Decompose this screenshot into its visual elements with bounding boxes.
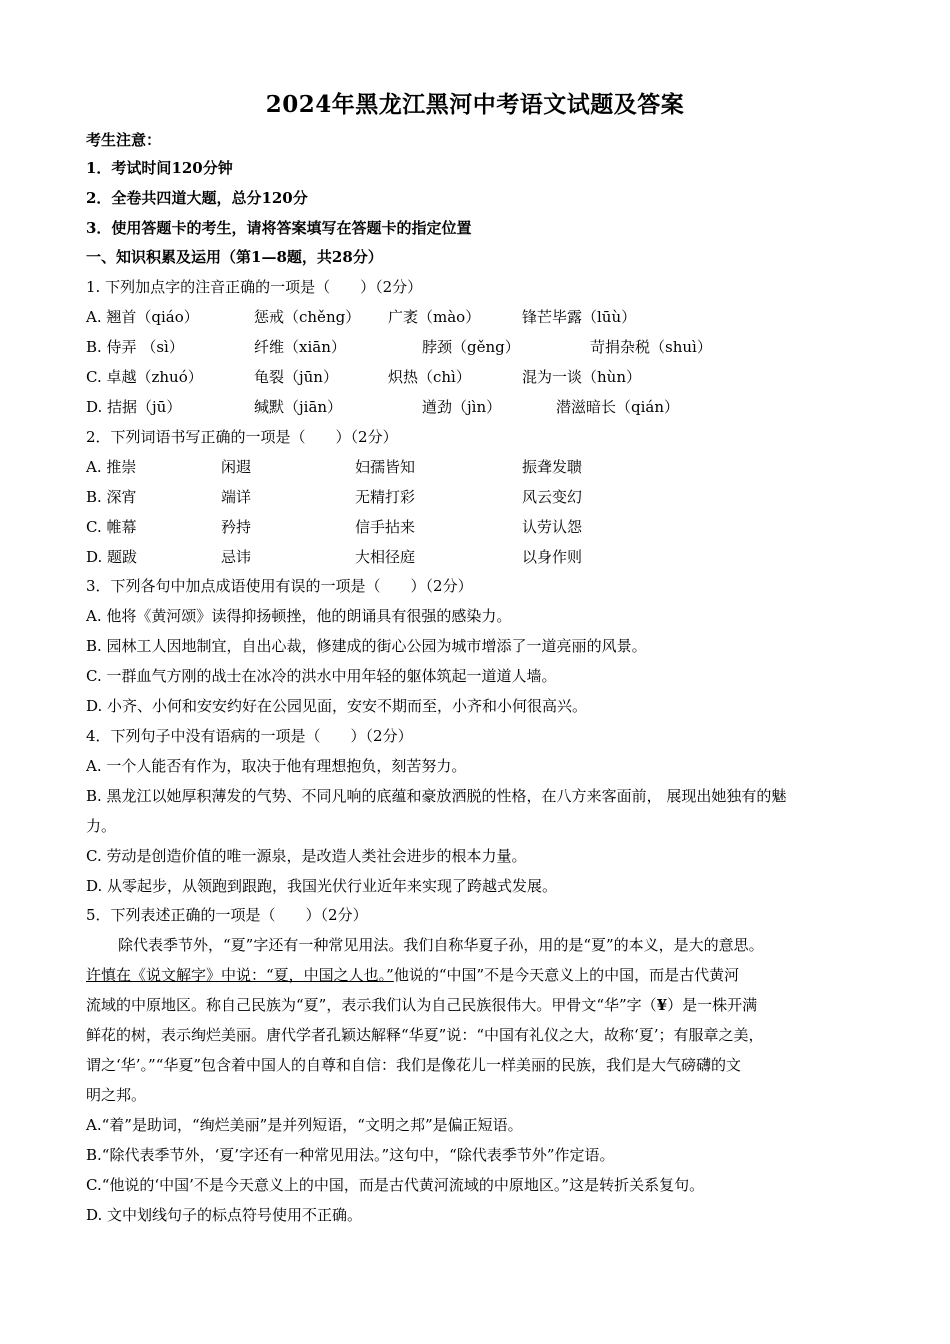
question-stem: 2．下列词语书写正确的一项是（ ）（2分）: [86, 428, 398, 446]
option-item: 苛捐杂税（shuì）: [590, 338, 712, 356]
option-c: C. 一群血气方刚的战士在冰冷的洪水中用年轻的躯体筑起一道道人墙。: [86, 667, 557, 685]
passage-text: 他说的“中国”不是今天意义上的中国，而是古代黄河: [393, 966, 740, 984]
passage-line: 除代表季节外，“夏”字还有一种常见用法。我们自称华夏子孙，用的是“夏”的本义，是大的意思。: [118, 936, 764, 954]
option-c: C. 帷幕: [86, 518, 137, 536]
notice-item: 1．考试时间120分钟: [86, 159, 233, 177]
option-item: 锋芒毕露（lūù）: [522, 308, 637, 326]
option-item: 纤维（xiān）: [254, 338, 346, 356]
option-a: A. 翘首（qiáo）: [86, 308, 199, 326]
notice-item: 3．使用答题卡的考生，请将答案填写在答题卡的指定位置: [86, 219, 472, 237]
option-item: 龟裂（jūn）: [254, 368, 338, 386]
underlined-sentence: 许慎在《说文解字》中说：“夏，中国之人也。”: [86, 966, 394, 984]
option-item: 信手拈来: [355, 518, 416, 536]
option-c: C. 劳动是创造价值的唯一源泉，是改造人类社会进步的根本力量。: [86, 847, 527, 865]
question-stem: 4．下列句子中没有语病的一项是（ ）（2分）: [86, 727, 413, 745]
passage-line: 明之邦。: [86, 1086, 147, 1104]
option-item: 矜持: [221, 518, 252, 536]
option-b: B. 黑龙江以她厚积薄发的气势、不同凡响的底蕴和豪放洒脱的性格，在八方来客面前， 展现出她独有的魅: [86, 787, 787, 805]
passage-text: ）是一株开满: [667, 996, 758, 1014]
question-stem: 3．下列各句中加点成语使用有误的一项是（ ）（2分）: [86, 577, 473, 595]
page-title: 2024年黑龙江黑河中考语文试题及答案: [265, 91, 685, 118]
passage-line: [86, 966, 739, 984]
notice-item: 2．全卷共四道大题，总分120分: [86, 189, 308, 207]
option-a: A. 他将《黄河颂》读得抑扬顿挫，他的朗诵具有很强的感染力。: [86, 607, 512, 625]
option-item: 认劳认怨: [522, 518, 583, 536]
option-a: A. 推崇: [86, 458, 137, 476]
option-b: B. 侍弄 （sì）: [86, 338, 184, 356]
question-stem: 1. 下列加点字的注音正确的一项是（ ）（2分）: [86, 278, 423, 296]
option-item: 遒劲（jìn）: [422, 398, 502, 416]
option-item: 以身作则: [522, 548, 583, 566]
option-item: 大相径庭: [355, 548, 416, 566]
passage-line: 鲜花的树，表示绚烂美丽。唐代学者孔颖达解释“华夏”说：“中国有礼仪之大，故称‘夏’；有服章之美，: [86, 1026, 764, 1044]
option-b: B. 园林工人因地制宜，自出心裁，修建成的街心公园为城市增添了一道亮丽的风景。: [86, 637, 647, 655]
option-item: 闲遐: [221, 458, 252, 476]
option-b-continued: 力。: [86, 817, 117, 835]
passage-text: 流域的中原地区。称自己民族为“夏”，表示我们认为自己民族很伟大。甲骨文“华”字（: [86, 996, 657, 1014]
option-item: 潜滋暗长（qián）: [556, 398, 680, 416]
option-item: 惩戒（chěng）: [254, 308, 361, 326]
option-item: 忌讳: [221, 548, 252, 566]
option-a: A. 一个人能否有作为，取决于他有理想抱负，刻苦努力。: [86, 757, 467, 775]
option-item: 缄默（jiān）: [254, 398, 343, 416]
question-stem: 5．下列表述正确的一项是（ ）（2分）: [86, 906, 368, 924]
passage-line: 谓之‘华’。”“华夏”包含着中国人的自尊和自信：我们是像花儿一样美丽的民族，我们是大气磅礴的文: [86, 1056, 742, 1074]
option-c: C.“他说的‘中国’不是今天意义上的中国，而是古代黄河流域的中原地区。”这是转折关系复句。: [86, 1176, 705, 1194]
option-item: 广袤（mào）: [388, 308, 481, 326]
option-c: C. 卓越（zhuó）: [86, 368, 203, 386]
option-d: D. 题跋: [86, 548, 138, 566]
oracle-bone-glyph: ¥: [656, 996, 668, 1014]
option-b: B. 深宵: [86, 488, 137, 506]
option-item: 风云变幻: [522, 488, 583, 506]
option-a: A.“着”是助词，“绚烂美丽”是并列短语，“文明之邦”是偏正短语。: [86, 1116, 523, 1134]
option-d: D. 小齐、小何和安安约好在公园见面，安安不期而至，小齐和小何很高兴。: [86, 697, 588, 715]
option-d: D. 拮据（jū）: [86, 398, 182, 416]
option-b: B.“除代表季节外，‘夏’字还有一种常见用法。”这句中，“除代表季节外”作定语。: [86, 1146, 615, 1164]
option-item: 炽热（chì）: [388, 368, 471, 386]
option-d: D. 从零起步，从领跑到跟跑，我国光伏行业近年来实现了跨越式发展。: [86, 877, 558, 895]
option-item: 无精打彩: [355, 488, 416, 506]
option-item: 脖颈（gěng）: [422, 338, 520, 356]
notice-heading: 考生注意：: [86, 131, 162, 149]
section-heading: 一、知识积累及运用（第1—8题，共28分）: [86, 248, 383, 266]
option-item: 混为一谈（hùn）: [522, 368, 641, 386]
passage-line: [86, 996, 757, 1014]
option-item: 端详: [221, 488, 252, 506]
option-d: D. 文中划线句子的标点符号使用不正确。: [86, 1206, 363, 1224]
option-item: 振聋发聩: [522, 458, 583, 476]
option-item: 妇孺皆知: [355, 458, 416, 476]
